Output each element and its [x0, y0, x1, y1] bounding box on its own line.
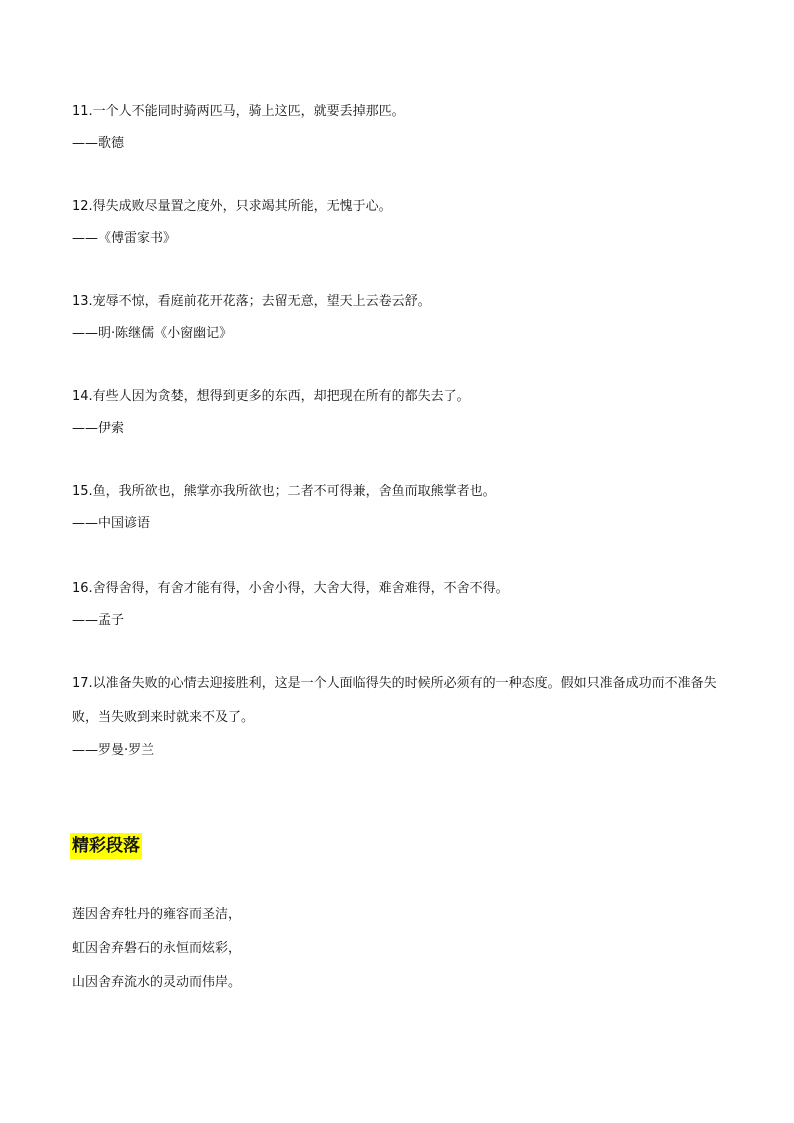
- quote-text: 16.舍得舍得，有舍才能有得，小舍小得，大舍大得，难舍难得，不舍不得。: [72, 581, 509, 596]
- quote-11: [72, 96, 732, 160]
- quote-author: ——罗曼·罗兰: [72, 743, 155, 758]
- quote-text: 11.一个人不能同时骑两匹马，骑上这匹，就要丢掉那匹。: [72, 104, 405, 119]
- quote-author: ——中国谚语: [72, 516, 151, 531]
- quote-17: [72, 667, 732, 767]
- quote-15: [72, 476, 732, 540]
- quote-author: ——伊索: [72, 421, 125, 436]
- quote-author: ——孟子: [72, 613, 125, 628]
- quote-author: ——歌德: [72, 136, 125, 151]
- quote-16: [72, 573, 732, 637]
- quote-text: 14.有些人因为贪婪，想得到更多的东西，却把现在所有的都失去了。: [72, 389, 470, 404]
- paragraph-line: 虹因舍弃磐石的永恒而炫彩，: [72, 941, 242, 956]
- paragraph-line: 莲因舍弃牡丹的雍容而圣洁，: [72, 907, 242, 922]
- quote-author: ——《傅雷家书》: [72, 231, 177, 246]
- quote-13: [72, 286, 732, 350]
- quote-author: ——明·陈继儒《小窗幽记》: [72, 326, 233, 341]
- quote-text: 13.宠辱不惊，看庭前花开花落；去留无意，望天上云卷云舒。: [72, 294, 431, 309]
- quote-14: [72, 381, 732, 445]
- quote-text: 15.鱼，我所欲也，熊掌亦我所欲也；二者不可得兼，舍鱼而取熊掌者也。: [72, 484, 496, 499]
- highlight-paragraph: [72, 898, 732, 1000]
- section-heading: 精彩段落: [70, 833, 142, 859]
- quote-text: 12.得失成败尽量置之度外，只求竭其所能，无愧于心。: [72, 199, 392, 214]
- quote-12: [72, 191, 732, 255]
- paragraph-line: 山因舍弃流水的灵动而伟岸。: [72, 975, 242, 990]
- quote-text: 17.以准备失败的心情去迎接胜利，这是一个人面临得失的时候所必须有的一种态度。假如只准备成功而不准备失败，当失败到来时就来不及了。: [72, 676, 717, 725]
